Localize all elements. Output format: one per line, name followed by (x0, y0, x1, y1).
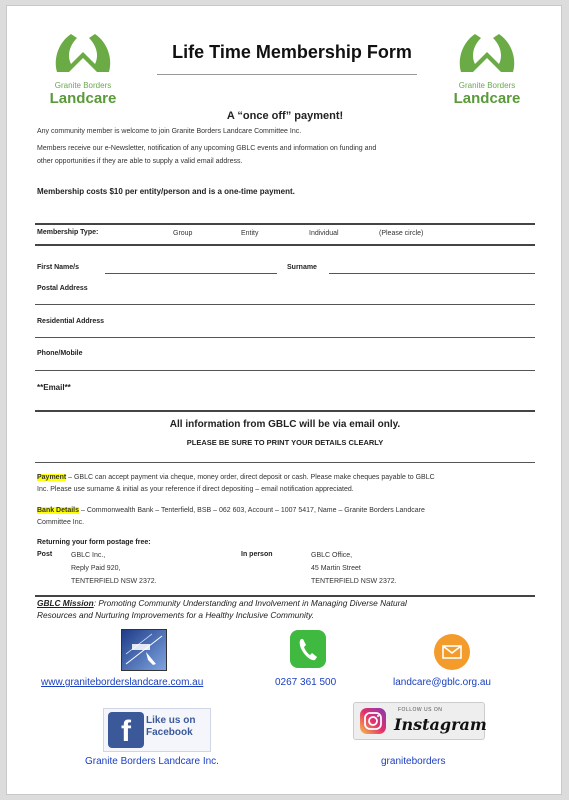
payment-label: Payment (37, 474, 67, 481)
payment-text-1: – GBLC can accept payment via cheque, money order, direct deposit or cash. Please make cheques payable to GBLC (66, 474, 435, 481)
postal-address-label: Postal Address (37, 285, 88, 292)
please-circle-note: (Please circle) (379, 230, 424, 237)
phone-icon (290, 630, 326, 668)
membership-type-label: Membership Type: (37, 229, 99, 236)
surname-field[interactable] (329, 273, 535, 274)
office-address-line: TENTERFIELD NSW 2372. (311, 578, 397, 585)
print-clearly-notice: PLEASE BE SURE TO PRINT YOUR DETAILS CLEARLY (186, 438, 384, 447)
post-address-line: Reply Paid 920, (71, 565, 121, 572)
office-address-line: 45 Martin Street (311, 565, 361, 572)
intro-line-1: Any community member is welcome to join Granite Borders Landcare Committee Inc. (37, 128, 302, 135)
facebook-icon: f (108, 712, 144, 748)
intro-line-3: other opportunities if they are able to supply a valid email address. (37, 158, 243, 165)
mission-text-1: : Promoting Community Understanding and Involvement in Managing Diverse Natural (93, 598, 407, 608)
page-title: Life Time Membership Form (172, 42, 412, 62)
instagram-name[interactable]: graniteborders (381, 756, 446, 767)
instagram-follow-text: FOLLOW US ON (398, 707, 443, 713)
facebook-badge-text: Like us on Facebook (146, 715, 196, 738)
post-address-line: TENTERFIELD NSW 2372. (71, 578, 157, 585)
email-field[interactable] (35, 410, 535, 412)
landcare-logo-right (447, 28, 527, 107)
title-underline (157, 74, 417, 75)
mission-line-2: Resources and Nurturing Improvements for a Healthy Inclusive Community. (37, 610, 314, 620)
logo-small-text: Granite Borders (54, 81, 112, 90)
instagram-badge-text: Instagram (394, 715, 487, 734)
bank-text-1: – Commonwealth Bank – Tenterfield, BSB – 062 603, Account – 1007 5417, Name – Granite Borders Landcare (79, 507, 425, 514)
mission-line-1 (37, 598, 407, 608)
post-address-line: GBLC Inc., (71, 552, 106, 559)
surname-label: Surname (287, 264, 317, 271)
logo-big-text: Landcare (49, 90, 117, 107)
phone-number[interactable]: 0267 361 500 (275, 677, 337, 688)
divider (35, 595, 535, 597)
option-group[interactable]: Group (173, 230, 193, 237)
mission-label: GBLC Mission (37, 598, 94, 608)
post-label: Post (37, 551, 53, 558)
phone-field[interactable] (35, 370, 535, 371)
payment-heading: A “once off” payment! (226, 110, 344, 122)
option-entity[interactable]: Entity (241, 230, 259, 237)
landcare-logo-left (43, 28, 123, 107)
email-label: **Email** (37, 383, 71, 392)
intro-line-2: Members receive our e-Newsletter, notification of any upcoming GBLC events and information on funding and (37, 145, 377, 152)
instagram-icon (360, 708, 386, 734)
logo-big-text: Landcare (453, 90, 521, 107)
residential-address-label: Residential Address (37, 318, 105, 325)
email-link[interactable]: landcare@gblc.org.au (393, 677, 491, 688)
bank-label: Bank Details (37, 507, 80, 514)
email-icon (434, 634, 470, 670)
membership-cost: Membership costs $10 per entity/person and is a one-time payment. (37, 187, 295, 196)
first-name-field[interactable] (105, 273, 277, 274)
facebook-badge[interactable] (103, 708, 211, 752)
divider (35, 244, 535, 246)
returning-heading: Returning your form postage free: (37, 539, 151, 546)
logo-small-text: Granite Borders (458, 81, 516, 90)
divider (35, 462, 535, 463)
residential-address-field[interactable] (35, 337, 535, 338)
website-link[interactable]: www.graniteborderslandcare.com.au (41, 677, 204, 688)
divider (35, 223, 535, 225)
instagram-badge[interactable] (353, 702, 485, 740)
postal-address-field[interactable] (35, 304, 535, 305)
in-person-label: In person (241, 551, 273, 558)
option-individual[interactable]: Individual (309, 230, 339, 237)
office-address-line: GBLC Office, (311, 552, 353, 559)
web-icon (121, 629, 167, 671)
phone-label: Phone/Mobile (37, 350, 83, 357)
first-name-label: First Name/s (37, 264, 80, 271)
hands-logo-icon (51, 28, 115, 76)
facebook-name[interactable]: Granite Borders Landcare Inc. (85, 756, 219, 767)
payment-line-2: Inc. Please use surname & initial as your reference if direct depositing – email notification appreciated. (37, 486, 354, 493)
bank-line-2: Committee Inc. (37, 519, 85, 526)
payment-line-1 (37, 473, 435, 483)
email-notice: All information from GBLC will be via email only. (169, 419, 401, 430)
bank-line-1 (37, 506, 425, 516)
form-page (6, 5, 562, 795)
